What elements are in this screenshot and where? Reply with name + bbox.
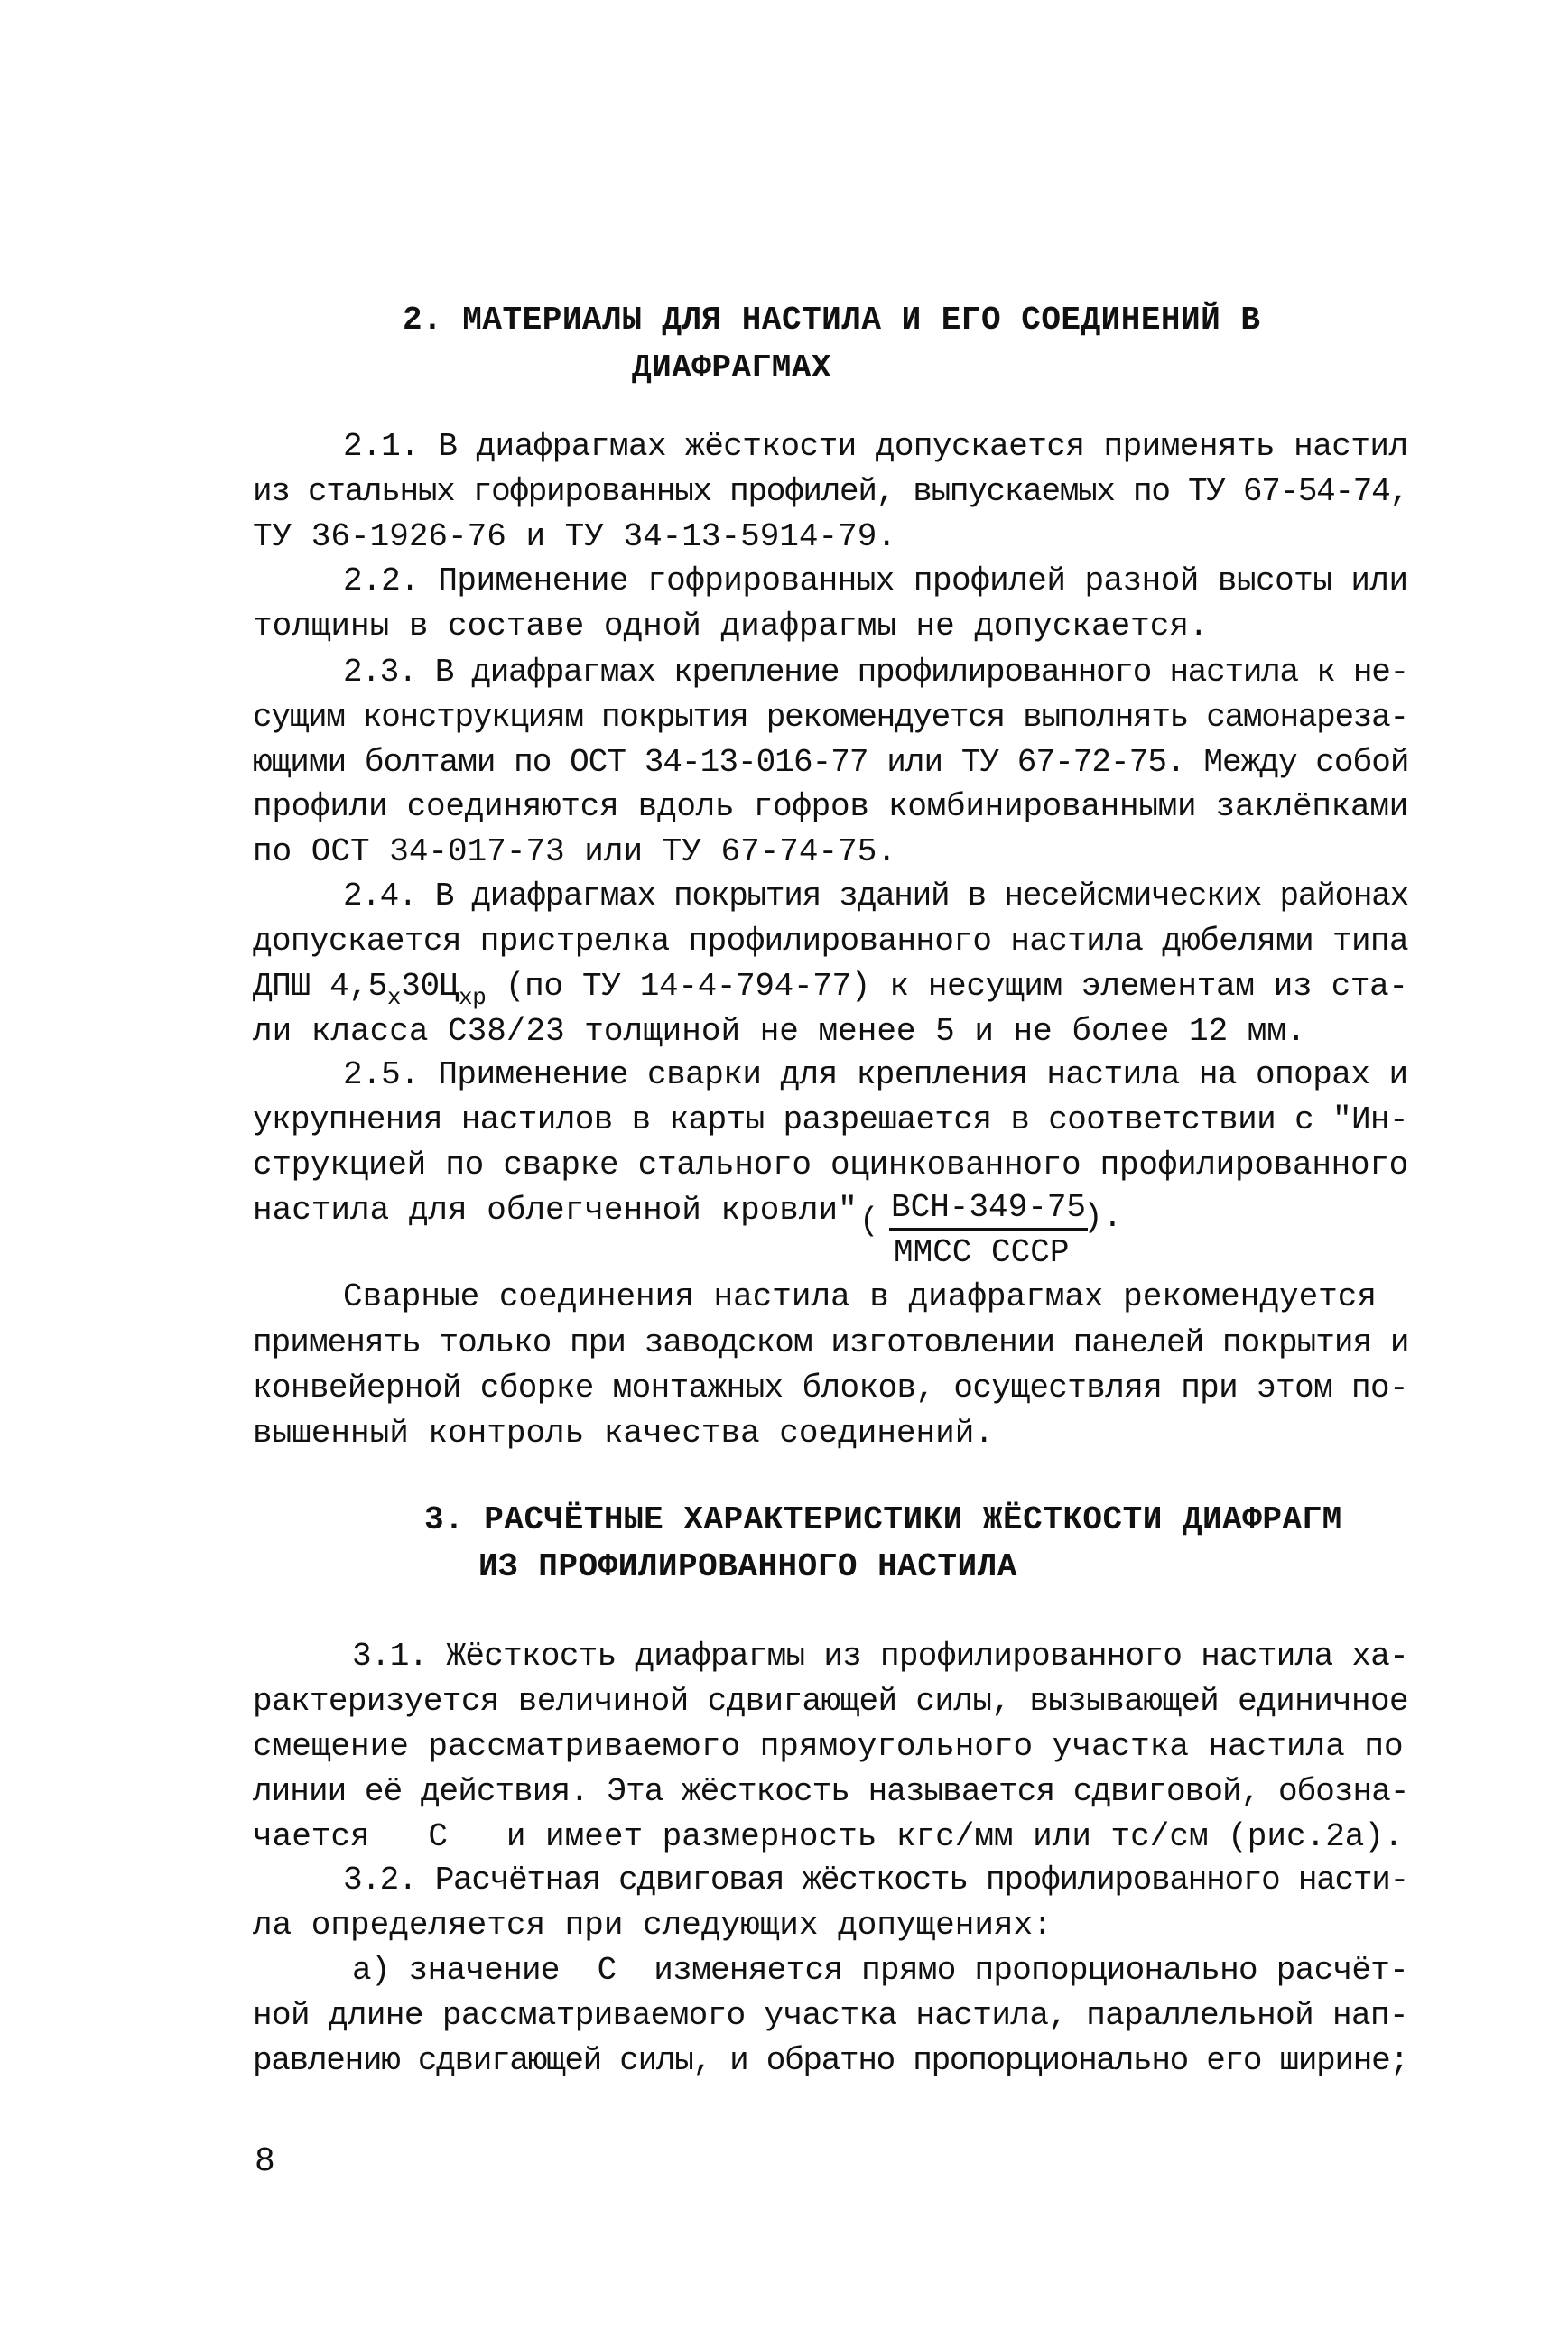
dowel-type-subscript-x: х — [386, 984, 402, 1011]
paragraph-2-1-line-2: из стальных гофрированных профилей, выпускаемых по ТУ 67-54-74, — [253, 473, 1408, 510]
paragraph-2-2-line-1: 2.2. Применение гофрированных профилей разной высоты или — [343, 562, 1408, 599]
paragraph-2-3-line-5: по ОСТ 34-017-73 или ТУ 67-74-75. — [253, 833, 896, 870]
fraction-close-paren: ). — [1083, 1199, 1123, 1236]
fraction-open-paren: ( — [859, 1203, 879, 1240]
paragraph-2-5-line-3: струкцией по сварке стального оцинкованного профилированного — [253, 1147, 1409, 1184]
paragraph-2-5-cont-line-4: вышенный контроль качества соединений. — [253, 1415, 994, 1452]
paragraph-2-5-cont-line-2: применять только при заводском изготовлении панелей покрытия и — [253, 1324, 1409, 1361]
section-3-heading-line-1: 3. РАСЧЁТНЫЕ ХАРАКТЕРИСТИКИ ЖЁСТКОСТИ ДИАФРАГМ — [424, 1501, 1342, 1538]
paragraph-2-1-line-3: ТУ 36-1926-76 и ТУ 34-13-5914-79. — [253, 518, 896, 555]
page-number: 8 — [255, 2142, 275, 2181]
paragraph-2-2-line-2: толщины в составе одной диафрагмы не допускается. — [253, 608, 1209, 645]
paragraph-2-4-line-4: ли класса С38/23 толщиной не менее 5 и не более 12 мм. — [253, 1013, 1306, 1050]
paragraph-3-2-a-line-3: равлению сдвигающей силы, и обратно пропорционально его ширине; — [253, 2042, 1408, 2079]
fraction-numerator — [889, 1188, 1088, 1231]
paragraph-2-5-cont-line-3: конвейерной сборке монтажных блоков, осуществляя при этом по- — [253, 1370, 1408, 1407]
paragraph-3-1-line-1: 3.1. Жёсткость диафрагмы из профилированного настила ха- — [352, 1638, 1409, 1675]
dowel-type-suffix: (по ТУ 14-4-794-77) к несущим элементам из ста- — [486, 968, 1408, 1005]
section-2-heading-line-1: 2. МАТЕРИАЛЫ ДЛЯ НАСТИЛА И ЕГО СОЕДИНЕНИЙ В — [403, 302, 1261, 339]
section-3-heading-line-2: ИЗ ПРОФИЛИРОВАННОГО НАСТИЛА — [478, 1548, 1017, 1585]
paragraph-3-2-line-2: ла определяется при следующих допущениях: — [253, 1907, 1053, 1944]
dowel-type-subscript-xp: хр — [459, 984, 487, 1011]
paragraph-2-4-line-2: допускается пристрелка профилированного настила дюбелями типа — [253, 923, 1408, 960]
paragraph-3-1-line-3: смещение рассматриваемого прямоугольного участка настила по — [253, 1728, 1404, 1765]
paragraph-2-3-line-3: ющими болтами по ОСТ 34-13-016-77 или ТУ 67-72-75. Между собой — [253, 744, 1409, 781]
paragraph-3-2-a-line-2: ной длине рассматриваемого участка настила, параллельной нап- — [253, 1997, 1408, 2034]
paragraph-3-1-line-5: чается С и имеет размерность кгс/мм или тс/см (рис.2а). — [253, 1818, 1404, 1855]
paragraph-2-4-line-1: 2.4. В диафрагмах покрытия зданий в несейсмических районах — [343, 878, 1408, 915]
paragraph-2-3-line-1: 2.3. В диафрагмах крепление профилированного настила к не- — [343, 654, 1408, 691]
paragraph-2-3-line-4: профили соединяются вдоль гофров комбинированными заклёпками — [253, 788, 1409, 825]
paragraph-2-3-line-2: сущим конструкциям покрытия рекомендуется выполнять самонареза- — [253, 699, 1408, 736]
paragraph-2-1-line-1: 2.1. В диафрагмах жёсткости допускается применять настил — [343, 428, 1408, 465]
paragraph-2-5-line-4: настила для облегченной кровли" — [253, 1192, 858, 1229]
fraction-denominator: ММСС СССР — [894, 1234, 1070, 1271]
paragraph-2-5-line-2: укрупнения настилов в карты разрешается в соответствии с "Ин- — [253, 1101, 1408, 1138]
paragraph-3-1-line-2: рактеризуется величиной сдвигающей силы, вызывающей единичное — [253, 1683, 1408, 1720]
paragraph-3-1-line-4: линии её действия. Эта жёсткость называется сдвиговой, обозна- — [253, 1773, 1409, 1810]
paragraph-2-5-line-1: 2.5. Применение сварки для крепления настила на опорах и — [343, 1056, 1408, 1093]
paragraph-3-2-a-line-1: а) значение С изменяется прямо пропорционально расчёт- — [352, 1952, 1409, 1989]
dowel-type-mid: 30Ц — [401, 968, 459, 1005]
fraction-numerator-text: ВСН-349-75 — [889, 1188, 1088, 1231]
section-2-heading-line-2: ДИАФРАГМАХ — [632, 349, 832, 386]
dowel-type-prefix: ДПШ 4,5 — [253, 968, 387, 1005]
paragraph-3-2-line-1: 3.2. Расчётная сдвиговая жёсткость профилированного насти- — [343, 1862, 1408, 1899]
paragraph-2-5-cont-line-1: Сварные соединения настила в диафрагмах рекомендуется — [343, 1278, 1377, 1315]
